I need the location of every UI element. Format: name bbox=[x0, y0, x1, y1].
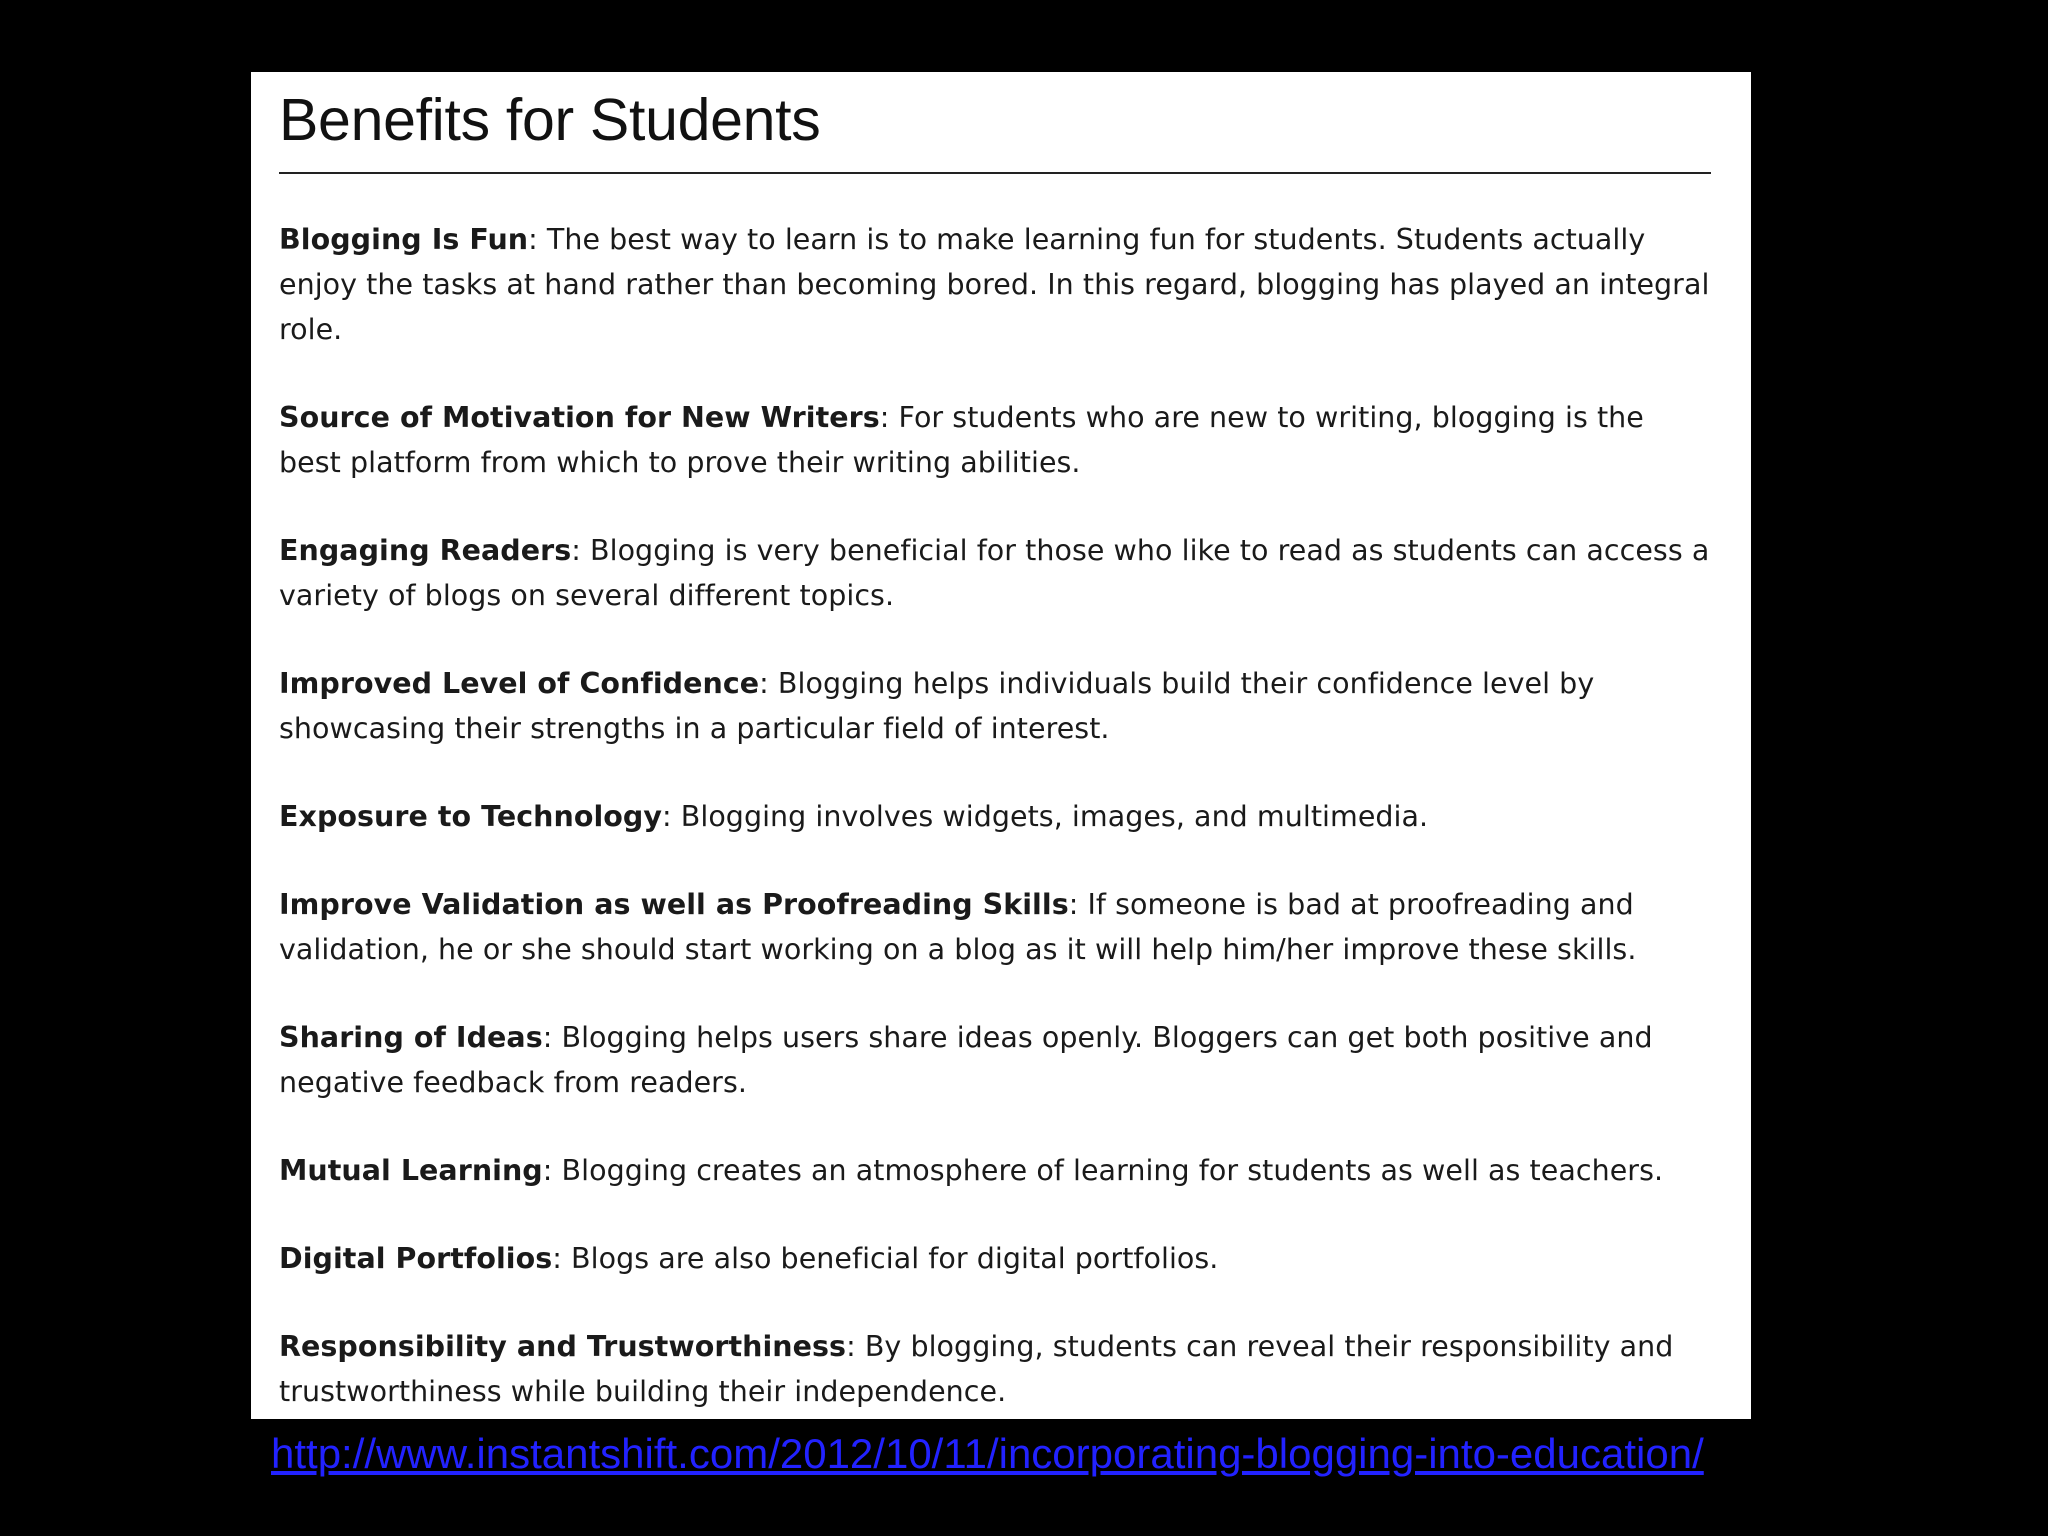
benefit-term: Responsibility and Trustworthiness bbox=[279, 1330, 847, 1363]
benefit-text: : The best way to learn is to make learning fun for students. Students actually enjoy the tasks at hand rather than becoming bored. In this regard, blogging has played an integral role. bbox=[279, 223, 1710, 346]
page-title: Benefits for Students bbox=[279, 72, 1711, 174]
benefit-term: Improved Level of Confidence bbox=[279, 667, 760, 700]
benefit-text: : Blogs are also beneficial for digital portfolios. bbox=[552, 1242, 1219, 1275]
benefit-text: : For students who are new to writing, blogging is the best platform from which to prove their writing abilities. bbox=[279, 401, 1644, 479]
benefit-text: : Blogging helps individuals build their confidence level by showcasing their strengths in a particular field of interest. bbox=[279, 667, 1595, 745]
benefit-text: : Blogging involves widgets, images, and multimedia. bbox=[661, 800, 1429, 833]
benefit-item bbox=[279, 1324, 1711, 1414]
benefit-term: Source of Motivation for New Writers bbox=[279, 401, 880, 434]
benefit-text: : Blogging is very beneficial for those who like to read as students can access a variety of blogs on several different topics. bbox=[279, 534, 1710, 612]
benefit-item bbox=[279, 661, 1711, 751]
source-link[interactable]: http://www.instantshift.com/2012/10/11/incorporating-blogging-into-education/ bbox=[271, 1430, 1704, 1477]
benefit-term: Improve Validation as well as Proofreading Skills bbox=[279, 888, 1069, 921]
article-panel bbox=[251, 72, 1751, 1419]
benefit-text: : By blogging, students can reveal their responsibility and trustworthiness while building their independence. bbox=[279, 1330, 1674, 1408]
benefit-term: Mutual Learning bbox=[279, 1154, 543, 1187]
benefit-item bbox=[279, 794, 1711, 839]
benefit-term: Sharing of Ideas bbox=[279, 1021, 543, 1054]
benefit-item bbox=[279, 528, 1711, 618]
benefits-list bbox=[279, 217, 1711, 1414]
benefit-term: Digital Portfolios bbox=[279, 1242, 553, 1275]
benefit-item bbox=[279, 882, 1711, 972]
benefit-text: : If someone is bad at proofreading and validation, he or she should start working on a blog as it will help him/her improve these skills. bbox=[279, 888, 1637, 966]
benefit-text: : Blogging creates an atmosphere of learning for students as well as teachers. bbox=[542, 1154, 1664, 1187]
benefit-term: Blogging Is Fun bbox=[279, 223, 529, 256]
benefit-text: : Blogging helps users share ideas openly. Bloggers can get both positive and negative feedback from readers. bbox=[279, 1021, 1653, 1099]
benefit-term: Engaging Readers bbox=[279, 534, 572, 567]
benefit-item bbox=[279, 395, 1711, 485]
benefit-item bbox=[279, 1015, 1711, 1105]
benefit-item bbox=[279, 1236, 1711, 1281]
benefit-item bbox=[279, 1148, 1711, 1193]
benefit-term: Exposure to Technology bbox=[279, 800, 662, 833]
benefit-item bbox=[279, 217, 1711, 352]
